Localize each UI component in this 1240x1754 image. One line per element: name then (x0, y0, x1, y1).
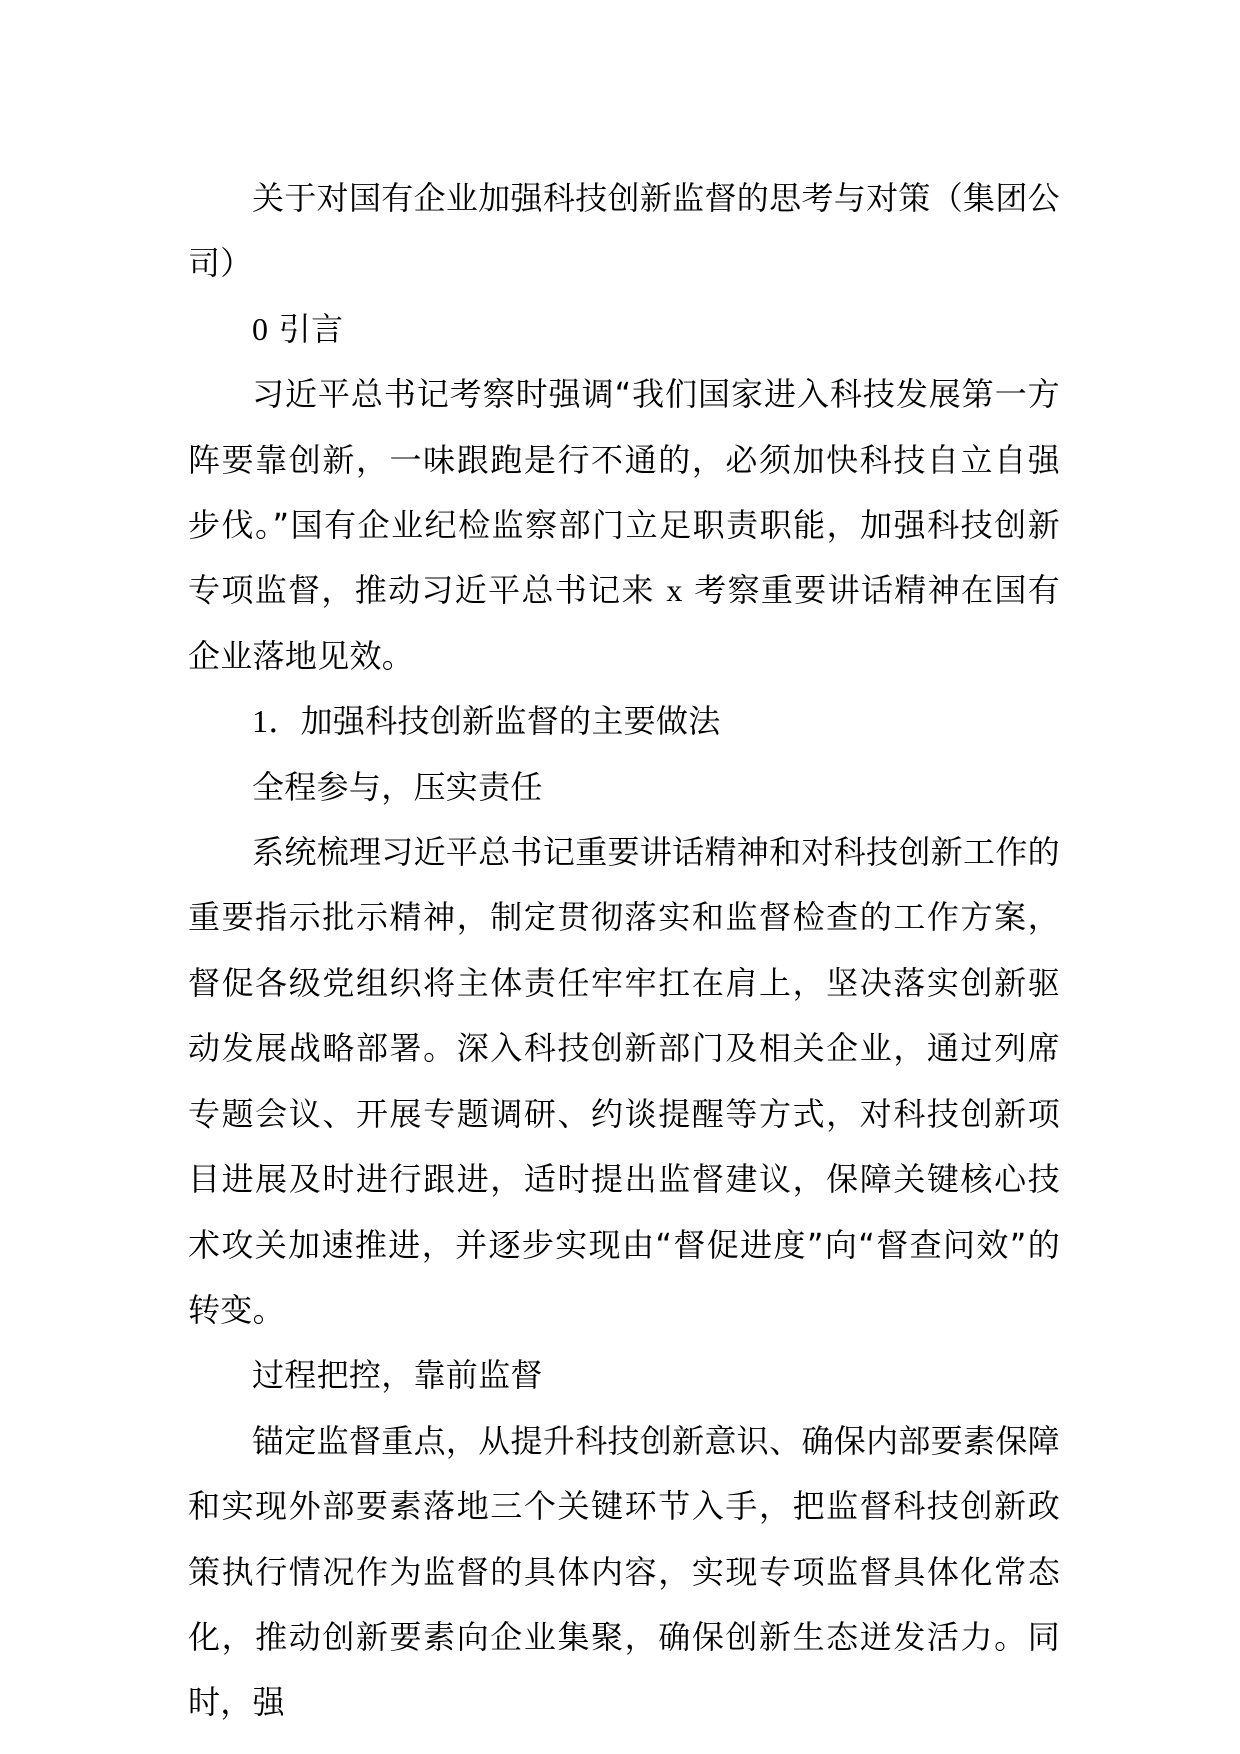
section-heading-label: ．加强科技创新监督的主要做法 (268, 702, 721, 741)
section-heading-label: 引言 (278, 309, 344, 348)
subheading-full-participation: 全程参与，压实责任 (252, 767, 543, 806)
intro-paragraph-placeholder: x (666, 572, 683, 609)
section-number: 1 (252, 703, 269, 740)
document-title: 关于对国有企业加强科技创新监督的思考与对策（集团公司） (188, 179, 1060, 283)
paragraph-process-control: 锚定监督重点，从提升科技创新意识、确保内部要素保障和实现外部要素落地三个关键环节入手，把监督科技创新政策执行情况作为监督的具体内容，实现专项监督具体化常态化，推动创新要素向企业集聚，确保创新生态迸发活力。同时，强 (188, 1421, 1060, 1722)
section-heading-introduction (188, 297, 1060, 362)
intro-paragraph-text-end: 考察重要讲话精神在国有企业落地见效。 (188, 571, 1060, 675)
document-body (188, 166, 1060, 1736)
subheading-process-control: 过程把控，靠前监督 (252, 1356, 543, 1395)
intro-paragraph (188, 362, 1060, 689)
section-number: 0 (252, 310, 269, 347)
section-heading-main-practices (188, 689, 1060, 754)
paragraph-full-participation: 系统梳理习近平总书记重要讲话精神和对科技创新工作的重要指示批示精神，制定贯彻落实和监督检查的工作方案，督促各级党组织将主体责任牢牢扛在肩上，坚决落实创新驱动发展战略部署。深入科技创新部门及相关企业，通过列席专题会议、开展专题调研、约谈提醒等方式，对科技创新项目进展及时进行跟进，适时提出监督建议，保障关键核心技术攻关加速推进，并逐步实现由“督促进度”向“督查问效”的转变。 (188, 833, 1060, 1329)
intro-paragraph-text-start: 习近平总书记考察时强调“我们国家进入科技发展第一方阵要靠创新，一味跟跑是行不通的，必须加快科技自立自强步伐。”国有企业纪检监察部门立足职责职能，加强科技创新专项监督，推动习近平总书记来 (188, 375, 1060, 610)
